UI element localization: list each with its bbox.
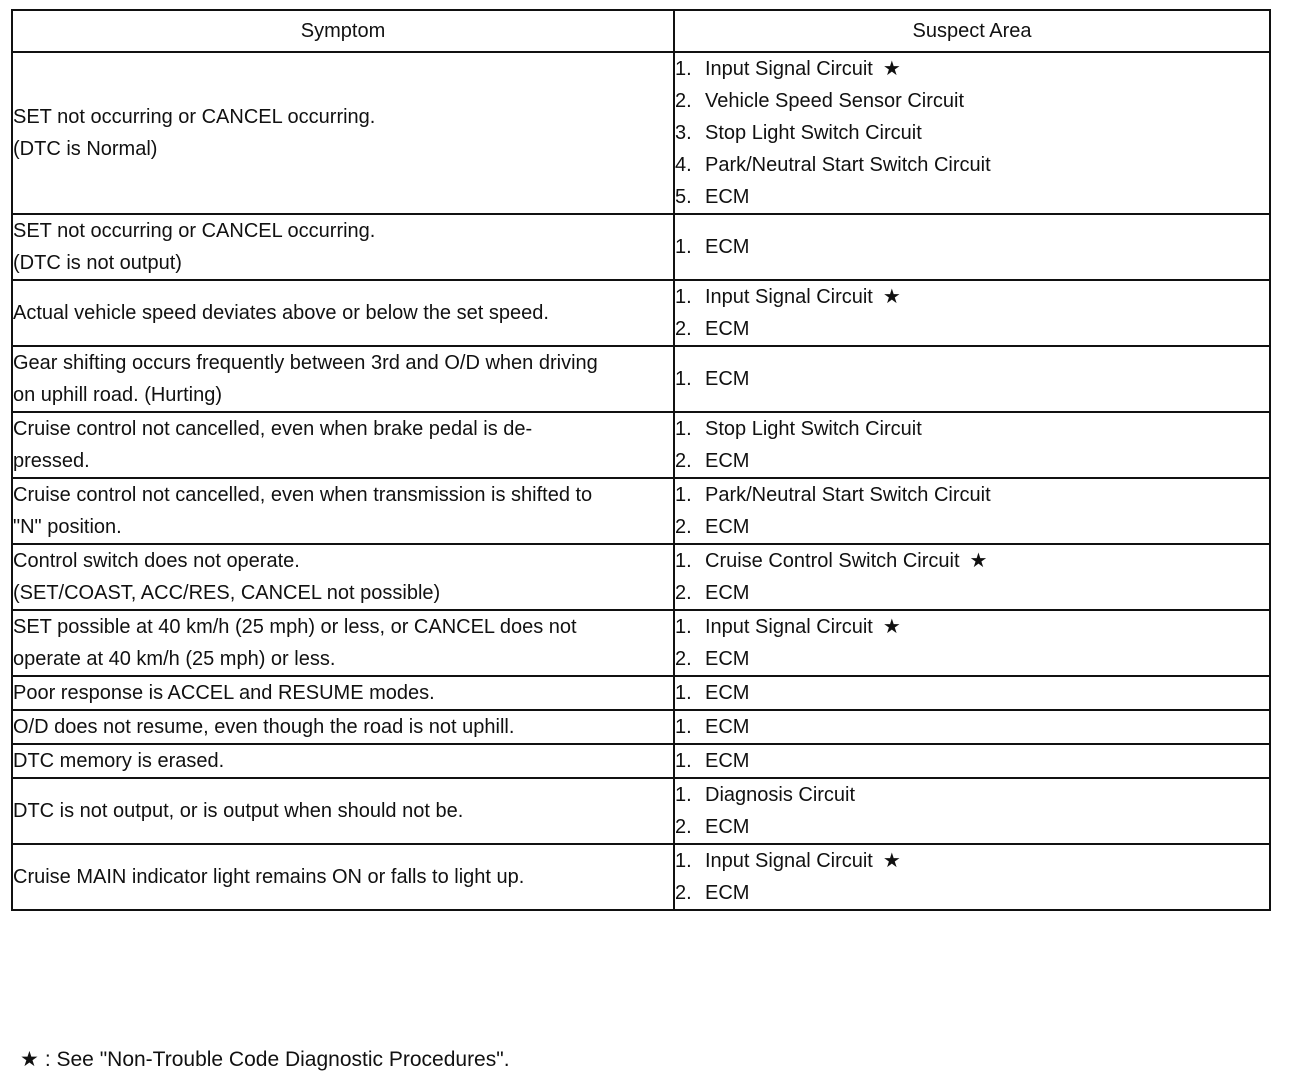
suspect-number: 4. [675,154,692,176]
suspect-area-cell [674,346,1270,412]
symptom-cell [12,52,674,214]
symptom-line: (SET/COAST, ACC/RES, CANCEL not possible) [13,582,441,604]
suspect-text: ECM [705,450,750,472]
table-body [12,52,1270,910]
suspect-item [675,313,1269,345]
suspect-number: 1. [675,716,692,738]
symptom-line: Control switch does not operate. [13,550,300,572]
suspect-item [675,53,1269,85]
suspect-number: 2. [675,318,692,340]
symptom-table [11,9,1271,911]
suspect-item [675,545,1269,577]
suspect-area-cell [674,676,1270,710]
symptom-line: Cruise control not cancelled, even when brake pedal is de- [13,418,533,440]
suspect-item [675,779,1269,811]
table-row [12,710,1270,744]
symptom-line: Cruise MAIN indicator light remains ON or falls to light up. [13,866,525,888]
suspect-text: ECM [705,186,750,208]
suspect-number: 1. [675,236,692,258]
star-icon: ★ [20,1048,39,1071]
suspect-item [675,363,1269,395]
symptom-line: SET not occurring or CANCEL occurring. [13,220,376,242]
suspect-area-cell [674,280,1270,346]
symptom-line: SET possible at 40 km/h (25 mph) or less, or CANCEL does not [13,616,577,638]
symptom-line: Actual vehicle speed deviates above or below the set speed. [13,302,549,324]
table-row [12,412,1270,478]
symptom-cell [12,544,674,610]
symptom-line: pressed. [13,450,90,472]
suspect-text: Vehicle Speed Sensor Circuit [705,90,965,112]
suspect-number: 2. [675,816,692,838]
suspect-item [675,677,1269,709]
suspect-number: 1. [675,286,692,308]
suspect-item [675,511,1269,543]
table-row [12,214,1270,280]
symptom-line: SET not occurring or CANCEL occurring. [13,106,376,128]
symptom-cell [12,610,674,676]
suspect-number: 1. [675,368,692,390]
symptom-line: DTC is not output, or is output when should not be. [13,800,464,822]
table-row [12,676,1270,710]
suspect-number: 1. [675,750,692,772]
symptom-line: Cruise control not cancelled, even when transmission is shifted to [13,484,593,506]
suspect-number: 1. [675,682,692,704]
suspect-item [675,117,1269,149]
table-row [12,346,1270,412]
suspect-text: ECM [705,318,750,340]
symptom-cell [12,478,674,544]
suspect-item [675,811,1269,843]
suspect-item [675,445,1269,477]
suspect-number: 1. [675,616,692,638]
table-row [12,544,1270,610]
suspect-number: 2. [675,516,692,538]
star-icon: ★ [882,850,901,872]
suspect-number: 2. [675,882,692,904]
suspect-area-cell [674,844,1270,910]
table-row [12,778,1270,844]
suspect-area-header: Suspect Area [674,10,1270,52]
suspect-number: 1. [675,58,692,80]
suspect-number: 2. [675,450,692,472]
table-row [12,844,1270,910]
star-icon: ★ [969,550,988,572]
suspect-item [675,231,1269,263]
suspect-number: 1. [675,550,692,572]
suspect-item [675,85,1269,117]
symptom-line: Poor response is ACCEL and RESUME modes. [13,682,435,704]
suspect-number: 2. [675,648,692,670]
suspect-area-cell [674,478,1270,544]
symptom-line: Gear shifting occurs frequently between 3rd and O/D when driving [13,352,598,374]
suspect-item [675,845,1269,877]
suspect-text: Park/Neutral Start Switch Circuit [705,154,991,176]
suspect-number: 1. [675,484,692,506]
table-row [12,610,1270,676]
suspect-area-cell [674,412,1270,478]
suspect-item [675,711,1269,743]
suspect-text: Diagnosis Circuit [705,784,856,806]
suspect-number: 1. [675,850,692,872]
symptom-line: operate at 40 km/h (25 mph) or less. [13,648,336,670]
suspect-item [675,149,1269,181]
symptom-cell [12,744,674,778]
symptom-cell [12,710,674,744]
suspect-text: Input Signal Circuit [705,58,873,80]
suspect-text: ECM [705,516,750,538]
suspect-number: 2. [675,90,692,112]
symptom-cell [12,844,674,910]
suspect-item [675,643,1269,675]
suspect-text: ECM [705,368,750,390]
footnote [20,1045,510,1075]
suspect-area-cell [674,710,1270,744]
suspect-text: ECM [705,582,750,604]
suspect-area-cell [674,610,1270,676]
symptom-cell [12,778,674,844]
table-row [12,744,1270,778]
suspect-number: 5. [675,186,692,208]
suspect-area-cell [674,52,1270,214]
header-row [12,10,1270,52]
symptom-cell [12,280,674,346]
suspect-text: ECM [705,882,750,904]
suspect-text: Stop Light Switch Circuit [705,122,922,144]
suspect-item [675,479,1269,511]
suspect-area-cell [674,744,1270,778]
symptom-line: (DTC is Normal) [13,138,158,160]
suspect-number: 3. [675,122,692,144]
suspect-item [675,181,1269,213]
symptom-line: DTC memory is erased. [13,750,225,772]
suspect-item [675,413,1269,445]
suspect-text: ECM [705,648,750,670]
symptom-cell [12,676,674,710]
suspect-text: ECM [705,816,750,838]
suspect-text: ECM [705,682,750,704]
suspect-text: Input Signal Circuit [705,286,873,308]
suspect-area-cell [674,544,1270,610]
symptom-header: Symptom [12,10,674,52]
suspect-item [675,577,1269,609]
suspect-text: Cruise Control Switch Circuit [705,550,960,572]
table-row [12,280,1270,346]
suspect-text: ECM [705,750,750,772]
suspect-number: 1. [675,784,692,806]
table-row [12,478,1270,544]
suspect-item [675,745,1269,777]
symptom-line: O/D does not resume, even though the road is not uphill. [13,716,515,738]
suspect-number: 1. [675,418,692,440]
star-icon: ★ [882,286,901,308]
symptom-cell [12,346,674,412]
suspect-text: Park/Neutral Start Switch Circuit [705,484,991,506]
suspect-text: Input Signal Circuit [705,850,873,872]
suspect-text: ECM [705,236,750,258]
suspect-text: Input Signal Circuit [705,616,873,638]
symptom-line: on uphill road. (Hurting) [13,384,222,406]
suspect-text: ECM [705,716,750,738]
symptom-line: (DTC is not output) [13,252,182,274]
table-row [12,52,1270,214]
suspect-item [675,281,1269,313]
suspect-area-cell [674,214,1270,280]
suspect-item [675,611,1269,643]
suspect-item [675,877,1269,909]
symptom-cell [12,214,674,280]
suspect-text: Stop Light Switch Circuit [705,418,922,440]
footnote-text: : See "Non-Trouble Code Diagnostic Procedures". [44,1048,510,1071]
star-icon: ★ [882,58,901,80]
suspect-area-cell [674,778,1270,844]
star-icon: ★ [882,616,901,638]
symptom-cell [12,412,674,478]
suspect-number: 2. [675,582,692,604]
symptom-line: "N" position. [13,516,122,538]
